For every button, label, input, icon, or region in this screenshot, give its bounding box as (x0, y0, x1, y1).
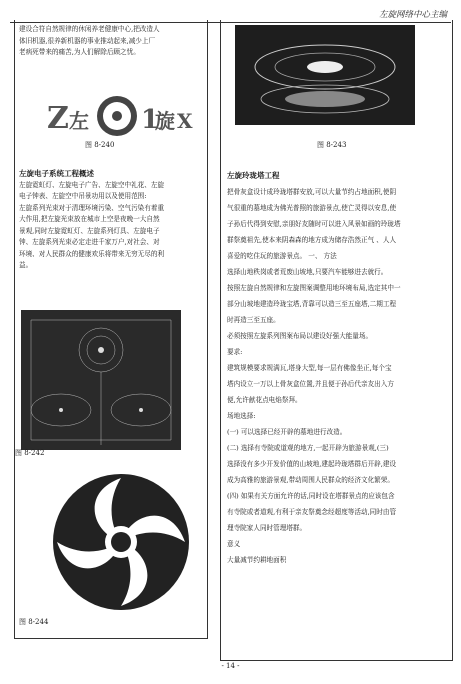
para-line: 环境、对人民群众的健康欢乐将带来无穷无尽的利 (19, 249, 165, 258)
body-line: 要求: (227, 348, 243, 356)
body-line: 选择没有多少开发价值的山坡地,建起玲珑塔群后开辟,建设 (227, 460, 397, 468)
body-line: (一) 可以选择已经开辟的墓地进行改造。 (227, 428, 347, 436)
figure-caption-243: 图 8-243 (317, 141, 347, 149)
body-line: 按照左旋自然规律和左旋图案调整用地环境布局,选定其中一 (227, 284, 401, 292)
para-line: 左旋霓虹灯、左旋电子广告、左旋空中礼花、左旋 (19, 180, 165, 189)
svg-text:X: X (177, 109, 193, 133)
section-electronic (15, 168, 207, 272)
figure-caption-244: 图 8-244 (19, 618, 49, 626)
svg-text:左: 左 (69, 109, 89, 133)
section-title: 左旋电子系统工程概述 (19, 169, 94, 178)
body-line: 选择山地秩岗或者荒废山坡地,只要汽车能够进去就行。 (227, 268, 388, 276)
body-line: 子孙后代得到安慰,亲朋好友随时可以进入风景如画的玲珑塔 (227, 220, 401, 228)
para-line: 左旋系列光束对于清理环境污染、空气污染有着重 (19, 203, 165, 212)
body-line: 塔内设立一万以上骨灰盒位置,并且便于孙后代亲友出入方 (227, 380, 394, 388)
body-line: 必须按照左旋系列图案布局以建设好强大能量场。 (227, 332, 373, 340)
body-line: 建筑规模要求规满瓦,塔身大型,每一层有佛像坐正,每个宝 (227, 364, 392, 372)
intro-line: 建设合符自然规律的休闲养老健康中心,把改造人 (19, 25, 160, 33)
figure-caption-242: 图 8-242 (15, 449, 45, 457)
body-line: 便,允许献花点电焰祭拜。 (227, 396, 302, 404)
left-column (14, 20, 208, 639)
intro-line: 老病死带来的痛苦,为人们解除后顾之忧。 (19, 48, 140, 56)
figure-244-swirl (51, 472, 191, 612)
body-line: 把骨灰盒设计成玲珑塔群安放,可以大量节约占地面积,使阴 (227, 188, 397, 196)
intro-text (15, 20, 207, 59)
right-column (220, 20, 453, 661)
body-line: 场地选择: (227, 412, 256, 420)
body-line: 时再造三至五座。 (227, 316, 280, 324)
svg-text:Z: Z (47, 101, 69, 136)
section-pagoda (221, 168, 452, 568)
body-line: 喜爱的吃住玩的旅游景点。 一、 方法 (227, 252, 337, 260)
para-line: 钟、左旋系列光束必定走进千家万户,对社会、对 (19, 238, 160, 246)
para-line: 景观,同时左旋霓虹灯、左旋系列灯具、左旋电子 (19, 226, 160, 235)
figure-242-image (21, 310, 181, 450)
body-line: 气很重的墓地成为佛光普照的旅游景点,使亡灵得以安息,使 (227, 204, 397, 212)
body-line: 理寺院家人同时管理塔群。 (227, 524, 307, 532)
body-line: (四) 如果有关方面允许的话,同时设在塔群景点的应该包含 (227, 492, 395, 500)
zuoxuan-logo (45, 92, 195, 140)
page-number: - 14 - (221, 662, 240, 670)
body-line: 部分山坡地建造玲珑宝塔,背靠可以造三至五座塔,二期工程 (227, 300, 397, 308)
para-line: 益。 (19, 261, 33, 269)
para-line: 大作用,把左旋光束放在城市上空是夜晚一大自然 (19, 215, 160, 223)
para-line: 电子钟表、左旋空中吊景功用以及使用范围: (19, 192, 147, 200)
body-line: 有寺院或者道观,有利于亲友祭奠念经超度等活动,同时由管 (227, 508, 397, 516)
figure-caption-240: 图 8-240 (85, 141, 115, 149)
body-line: (二) 选择有寺院或道观的地方,一起开辟为旅游景观,(三) (227, 444, 389, 452)
section-title: 左旋玲珑塔工程 (227, 171, 280, 180)
intro-line: 体旧机器,很养新机器的事业推动起来,减少上厂 (19, 36, 156, 45)
svg-text:1: 1 (141, 105, 160, 135)
body-line: 群祭奠祖先,使本来阴森森的地方成为储存浩然正气 、人人 (227, 236, 397, 244)
figure-243-image (235, 25, 415, 125)
body-line: 成为高雅的旅游景观,带动周围人民群众的经济文化繁荣。 (227, 476, 394, 484)
header-title: 左旋网络中心主编 (378, 10, 447, 20)
svg-text:旋: 旋 (155, 109, 175, 133)
body-line: 意义 (227, 540, 241, 548)
body-line: 大量减节约耕地面积 (227, 556, 287, 564)
